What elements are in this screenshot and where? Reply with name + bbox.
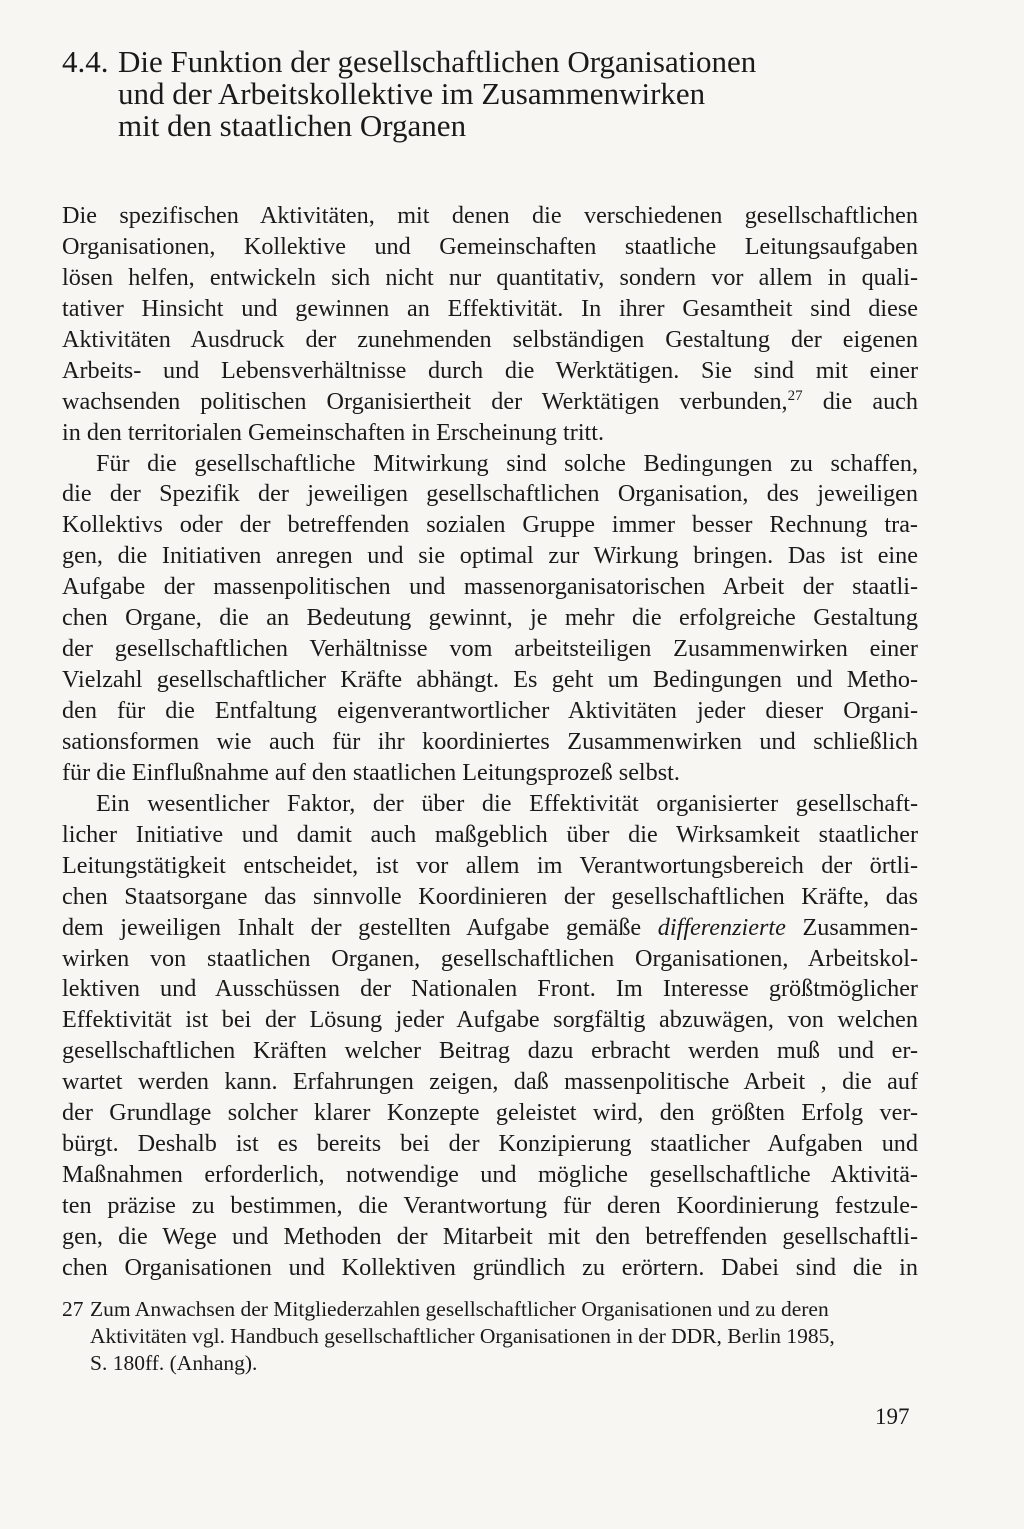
text-line: Leitungstätigkeit entscheidet, ist vor allem im Verantwortungsbereich der örtli- xyxy=(62,851,918,879)
text-line: wirken von staatlichen Organen, gesellschaftlichen Organisationen, Arbeitskol- xyxy=(62,944,918,972)
text-line: licher Initiative und damit auch maßgeblich über die Wirksamkeit staatlicher xyxy=(62,820,918,848)
text-line: den für die Entfaltung eigenverantwortlicher Aktivitäten jeder dieser Organi- xyxy=(62,697,918,724)
text-line: lösen helfen, entwickeln sich nicht nur quantitativ, sondern vor allem in quali- xyxy=(62,263,918,291)
text-line: chen Organe, die an Bedeutung gewinnt, je mehr die erfolgreiche Gestaltung xyxy=(62,604,918,632)
text-line: der gesellschaftlichen Verhältnisse vom arbeitsteiligen Zusammenwirken einer xyxy=(62,635,918,663)
text-line: Effektivität ist bei der Lösung jeder Aufgabe sorgfältig abzuwägen, von welchen xyxy=(62,1006,918,1034)
footnote-line: Zum Anwachsen der Mitgliederzahlen gesellschaftlicher Organisationen und zu deren xyxy=(90,1297,829,1321)
footnote-reference[interactable]: 27 xyxy=(787,387,803,404)
text-line: Aktivitäten Ausdruck der zunehmenden selbständigen Gestaltung der eigenen xyxy=(62,325,918,353)
text-line: gesellschaftlichen Kräften welcher Beitrag dazu erbracht werden muß und er- xyxy=(62,1037,918,1065)
text-line: gen, die Initiativen anregen und sie optimal zur Wirkung bringen. Das ist eine xyxy=(62,542,918,570)
page-number: 197 xyxy=(875,1404,910,1429)
text-line: tativer Hinsicht und gewinnen an Effektivität. In ihrer Gesamtheit sind diese xyxy=(62,294,918,322)
text-line: Maßnahmen erforderlich, notwendige und mögliche gesellschaftliche Aktivitä- xyxy=(62,1161,918,1189)
text-line: der Grundlage solcher klarer Konzepte geleistet wird, den größten Erfolg ver- xyxy=(62,1099,918,1127)
body-text xyxy=(62,201,918,1284)
text-line: lektiven und Ausschüssen der Nationalen Front. Im Interesse größtmöglicher xyxy=(62,975,918,1003)
footnote-number: 27 xyxy=(62,1297,84,1321)
text-segment: dem jeweiligen Inhalt der gestellten Aufgabe gemäße xyxy=(62,913,642,941)
footnote xyxy=(62,1296,918,1377)
text-line xyxy=(62,913,918,944)
text-segment: Zusammen- xyxy=(785,913,918,941)
footnote-line: Aktivitäten vgl. Handbuch gesellschaftlicher Organisationen in der DDR, Berlin 1985, xyxy=(90,1324,835,1348)
footnote-line: S. 180ff. (Anhang). xyxy=(90,1351,258,1375)
text-line: Organisationen, Kollektive und Gemeinschaften staatliche Leitungsaufgaben xyxy=(62,232,918,260)
text-line: sationsformen wie auch für ihr koordiniertes Zusammenwirken und schließlich xyxy=(62,727,918,755)
text-line: ten präzise zu bestimmen, die Verantwortung für deren Koordinierung festzule- xyxy=(62,1192,918,1219)
text-line: wartet werden kann. Erfahrungen zeigen, daß massenpolitische Arbeit , die auf xyxy=(62,1068,918,1096)
text-line: Ein wesentlicher Faktor, der über die Effektivität organisierter gesellschaft- xyxy=(96,789,918,817)
text-line: in den territorialen Gemeinschaften in Erscheinung tritt. xyxy=(62,418,605,446)
text-segment: die auch xyxy=(802,387,918,415)
section-title-line: und der Arbeitskollektive im Zusammenwirken xyxy=(118,76,706,111)
section-heading xyxy=(62,46,822,142)
text-line: für die Einflußnahme auf den staatlichen Leitungsprozeß selbst. xyxy=(62,758,680,786)
text-line: gen, die Wege und Methoden der Mitarbeit mit den betreffenden gesellschaftli- xyxy=(62,1222,918,1250)
text-line: Vielzahl gesellschaftlicher Kräfte abhängt. Es geht um Bedingungen und Metho- xyxy=(62,666,918,694)
text-line xyxy=(62,387,918,418)
text-line: Für die gesellschaftliche Mitwirkung sind solche Bedingungen zu schaffen, xyxy=(96,449,918,477)
text-line: chen Organisationen und Kollektiven gründlich zu erörtern. Dabei sind die in xyxy=(62,1253,918,1281)
section-number: 4.4. xyxy=(62,44,109,79)
text-line: chen Staatsorgane das sinnvolle Koordinieren der gesellschaftlichen Kräfte, das xyxy=(62,882,918,910)
text-line: Die spezifischen Aktivitäten, mit denen die verschiedenen gesellschaftlichen xyxy=(62,202,918,229)
text-segment: wachsenden politischen Organisiertheit der Werktätigen verbunden, xyxy=(62,387,788,415)
section-title-line: Die Funktion der gesellschaftlichen Organisationen xyxy=(118,44,757,79)
text-line: bürgt. Deshalb ist es bereits bei der Konzipierung staatlicher Aufgaben und xyxy=(62,1130,918,1158)
emphasized-text: differenzierte xyxy=(657,913,786,941)
text-line: Aufgabe der massenpolitischen und massenorganisatorischen Arbeit der staatli- xyxy=(62,573,918,601)
text-line: die der Spezifik der jeweiligen gesellschaftlichen Organisation, des jeweiligen xyxy=(62,480,918,508)
text-line: Kollektivs oder der betreffenden sozialen Gruppe immer besser Rechnung tra- xyxy=(62,511,918,539)
section-title-line: mit den staatlichen Organen xyxy=(118,108,467,143)
text-line: Arbeits- und Lebensverhältnisse durch die Werktätigen. Sie sind mit einer xyxy=(62,356,918,384)
